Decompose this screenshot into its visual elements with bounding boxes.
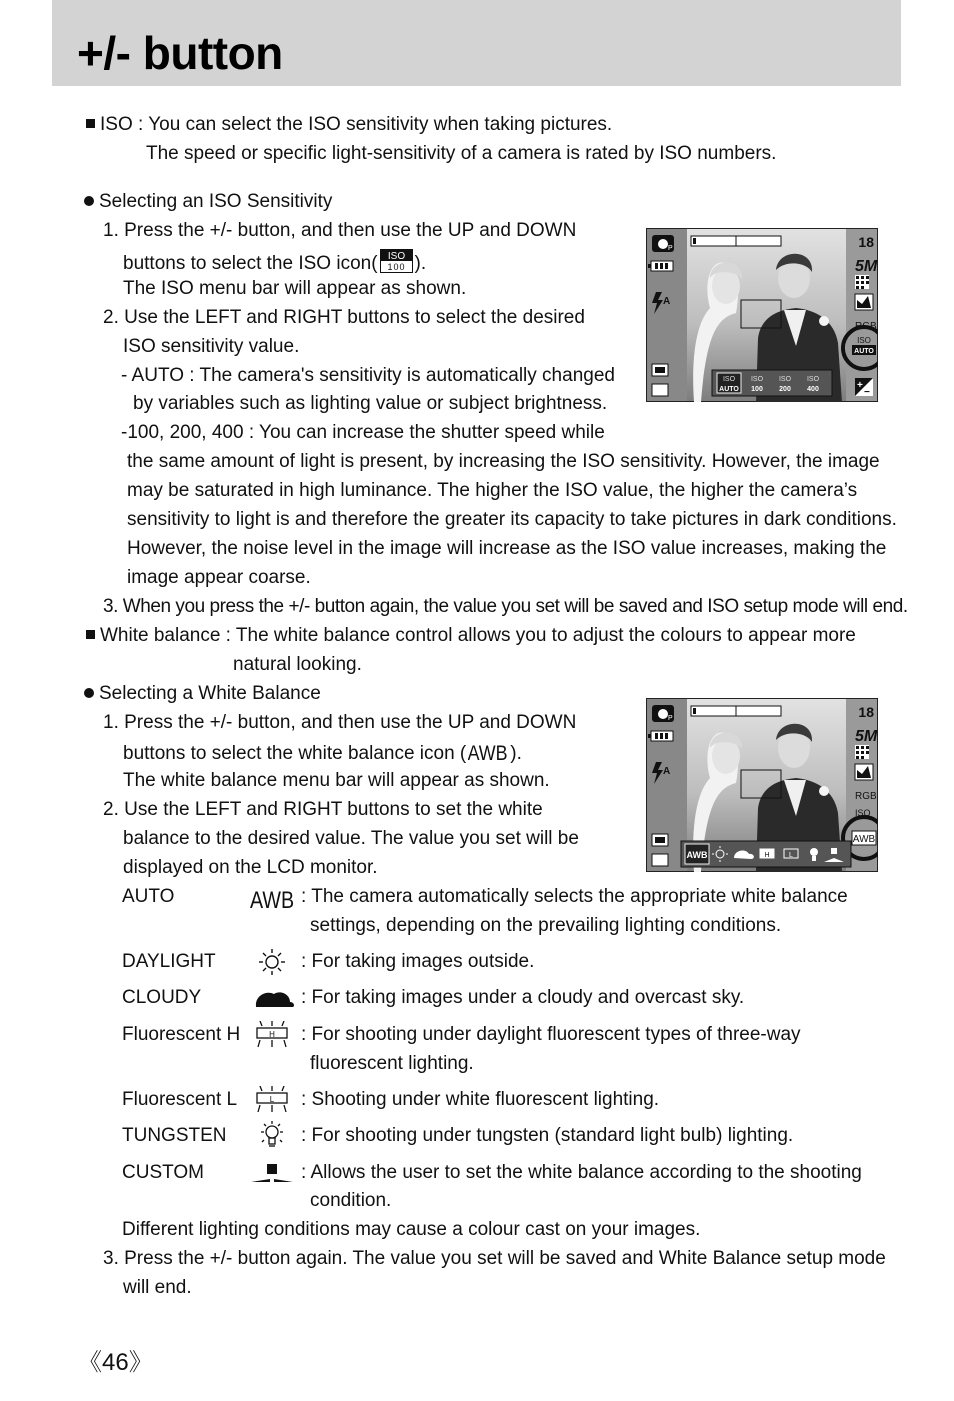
zoom-bar bbox=[691, 236, 781, 246]
svg-text:−: − bbox=[864, 387, 870, 398]
awb-icon bbox=[250, 885, 294, 913]
iso-values-line2: the same amount of light is present, by increasing the ISO sensitivity. However, the image bbox=[127, 451, 880, 472]
wb-mode-fluor-h-desc2: fluorescent lighting. bbox=[310, 1053, 474, 1074]
wb-mode-auto-desc2: settings, depending on the prevailing lighting conditions. bbox=[310, 915, 782, 936]
page-title: +/- button bbox=[77, 27, 283, 79]
fluorescent-l-icon bbox=[252, 1086, 296, 1114]
tungsten-bulb-icon bbox=[252, 1121, 296, 1149]
svg-text:A: A bbox=[663, 766, 671, 777]
svg-text:P: P bbox=[668, 245, 673, 252]
iso-values-line4: sensitivity to light is and therefore the greater its capacity to take pictures in dark conditions. bbox=[127, 509, 897, 530]
svg-text:A: A bbox=[663, 296, 671, 307]
iso-heading: Selecting an ISO Sensitivity bbox=[84, 191, 332, 213]
wb-mode-auto-desc: : The camera automatically selects the appropriate white balance bbox=[301, 886, 848, 907]
wb-mode-custom-name: CUSTOM bbox=[122, 1162, 204, 1183]
svg-text:+: + bbox=[857, 380, 863, 391]
iso-step3: 3. When you press the +/- button again, the value you set will be saved and ISO setup mode will end. bbox=[103, 596, 908, 617]
iso-side-label: ISO bbox=[855, 808, 871, 818]
wb-bar-selected: AWB bbox=[686, 850, 708, 860]
square-bullet-icon bbox=[86, 119, 95, 128]
wb-menu-bar bbox=[681, 841, 851, 867]
fluorescent-h-icon bbox=[252, 1021, 296, 1049]
iso-100-icon bbox=[380, 249, 413, 273]
svg-text:AWB: AWB bbox=[468, 741, 508, 763]
shot-count: 18 bbox=[858, 234, 874, 250]
iso-auto-line2: by variables such as lighting value or subject brightness. bbox=[133, 393, 608, 414]
iso-step2-line2: ISO sensitivity value. bbox=[123, 336, 300, 357]
lcd-wb-screenshot bbox=[646, 698, 878, 872]
wb-mode-fluor-l-name: Fluorescent L bbox=[122, 1089, 238, 1110]
iso-values-line5: However, the noise level in the image will increase as the ISO value increases, making the bbox=[127, 538, 887, 559]
quality-icon bbox=[855, 745, 869, 759]
wb-mode-auto-name: AUTO bbox=[122, 886, 175, 907]
iso-step1-line1: 1. Press the +/- button, and then use the UP and DOWN bbox=[103, 220, 577, 241]
wb-mode-cloudy-name: CLOUDY bbox=[122, 987, 202, 1008]
exposure-compensation-icon bbox=[855, 378, 873, 398]
image-size-indicator: 5M bbox=[855, 258, 878, 275]
wb-step2-line3: displayed on the LCD monitor. bbox=[123, 857, 378, 878]
camera-mode-icon bbox=[652, 235, 674, 252]
cloud-icon bbox=[252, 984, 296, 1012]
iso-step2-line1: 2. Use the LEFT and RIGHT buttons to select the desired bbox=[103, 307, 585, 328]
sun-icon bbox=[252, 948, 296, 976]
iso-bar-label: ISO bbox=[722, 376, 736, 383]
iso-intro-line2: The speed or specific light-sensitivity of a camera is rated by ISO numbers. bbox=[146, 143, 777, 164]
wb-step3-line1: 3. Press the +/- button again. The value you set will be saved and White Balance setup mode bbox=[103, 1248, 886, 1269]
round-bullet-icon bbox=[84, 196, 94, 206]
awb-icon bbox=[468, 741, 508, 763]
wb-mode-daylight-name: DAYLIGHT bbox=[122, 951, 216, 972]
image-size-indicator: 5M bbox=[855, 728, 878, 745]
square-bullet-icon bbox=[86, 630, 95, 639]
wb-mode-custom-desc: : Allows the user to set the white balance according to the shooting bbox=[301, 1162, 862, 1183]
iso-option-100: 100 bbox=[751, 386, 763, 393]
round-bullet-icon bbox=[84, 688, 94, 698]
iso-icon-top-label: ISO bbox=[387, 251, 405, 262]
iso-values-line1: -100, 200, 400 : You can increase the shutter speed while bbox=[121, 422, 605, 443]
wb-step1-line3: The white balance menu bar will appear as shown. bbox=[123, 770, 550, 791]
iso-side-value: AUTO bbox=[854, 348, 874, 355]
svg-text:ISO: ISO bbox=[778, 376, 792, 383]
battery-icon bbox=[648, 731, 673, 741]
metering-icon bbox=[855, 294, 873, 310]
wb-mode-custom-desc2: condition. bbox=[310, 1190, 392, 1211]
camera-mode-icon bbox=[652, 705, 674, 722]
svg-text:P: P bbox=[668, 715, 673, 722]
page-number: 《46》 bbox=[78, 1349, 153, 1376]
iso-values-line3: may be saturated in high luminance. The higher the ISO value, the higher the camera’s bbox=[127, 480, 858, 501]
wb-mode-fluor-h-desc: : For shooting under daylight fluorescent types of three-way bbox=[301, 1024, 801, 1045]
iso-option-400: 400 bbox=[807, 386, 819, 393]
wb-step1-line2: buttons to select the white balance icon ( AWB ). bbox=[123, 741, 522, 764]
metering-icon bbox=[855, 764, 873, 780]
svg-text:ISO: ISO bbox=[806, 376, 820, 383]
wb-step1-line1: 1. Press the +/- button, and then use the UP and DOWN bbox=[103, 712, 577, 733]
wb-step3-line2: will end. bbox=[123, 1277, 192, 1298]
wb-heading: Selecting a White Balance bbox=[84, 683, 321, 705]
wb-mode-cloudy-desc: : For taking images under a cloudy and overcast sky. bbox=[301, 987, 745, 1008]
iso-step1-line3: The ISO menu bar will appear as shown. bbox=[123, 278, 467, 299]
svg-text:L: L bbox=[789, 852, 793, 859]
lcd-iso-screenshot bbox=[646, 228, 878, 402]
quality-icon bbox=[855, 275, 869, 289]
wb-mode-daylight-desc: : For taking images outside. bbox=[301, 951, 535, 972]
zoom-bar bbox=[691, 706, 781, 716]
iso-values-line6: image appear coarse. bbox=[127, 567, 311, 588]
svg-text:L: L bbox=[269, 1095, 275, 1104]
iso-option-200: 200 bbox=[779, 386, 791, 393]
wb-mode-fluor-l-desc: : Shooting under white fluorescent lighting. bbox=[301, 1089, 660, 1110]
svg-text:H: H bbox=[764, 852, 770, 859]
svg-text:ISO: ISO bbox=[750, 376, 764, 383]
bar-fluorescent-h-icon bbox=[760, 849, 774, 859]
wb-step2-line2: balance to the desired value. The value you set will be bbox=[123, 828, 579, 849]
iso-side-label: ISO bbox=[857, 336, 871, 345]
shot-count: 18 bbox=[858, 704, 874, 720]
iso-auto-line1: - AUTO : The camera's sensitivity is automatically changed bbox=[121, 365, 615, 386]
custom-wb-icon bbox=[250, 1160, 294, 1188]
iso-icon-bottom-label: 100 bbox=[387, 262, 406, 272]
rgb-label: RGB bbox=[855, 791, 877, 802]
wb-intro-line2: natural looking. bbox=[233, 654, 362, 675]
wb-mode-tungsten-name: TUNGSTEN bbox=[122, 1125, 227, 1146]
wb-mode-tungsten-desc: : For shooting under tungsten (standard light bulb) lighting. bbox=[301, 1125, 794, 1146]
iso-option-auto: AUTO bbox=[719, 386, 739, 393]
iso-step1-line2: buttons to select the ISO icon( ISO 100 ). bbox=[123, 251, 427, 274]
battery-icon bbox=[648, 261, 673, 271]
iso-intro: ISO : You can select the ISO sensitivity when taking pictures. bbox=[86, 114, 612, 136]
wb-side-value: AWB bbox=[852, 834, 876, 845]
iso-menu-bar bbox=[712, 370, 832, 396]
wb-step2-line1: 2. Use the LEFT and RIGHT buttons to set the white bbox=[103, 799, 543, 820]
wb-intro: White balance : The white balance control allows you to adjust the colours to appear more bbox=[86, 625, 856, 647]
wb-note: Different lighting conditions may cause a colour cast on your images. bbox=[122, 1219, 701, 1240]
svg-text:AWB: AWB bbox=[250, 886, 294, 913]
svg-text:H: H bbox=[269, 1030, 275, 1039]
rgb-label: RGB bbox=[855, 321, 877, 332]
wb-mode-fluor-h-name: Fluorescent H bbox=[122, 1024, 241, 1045]
